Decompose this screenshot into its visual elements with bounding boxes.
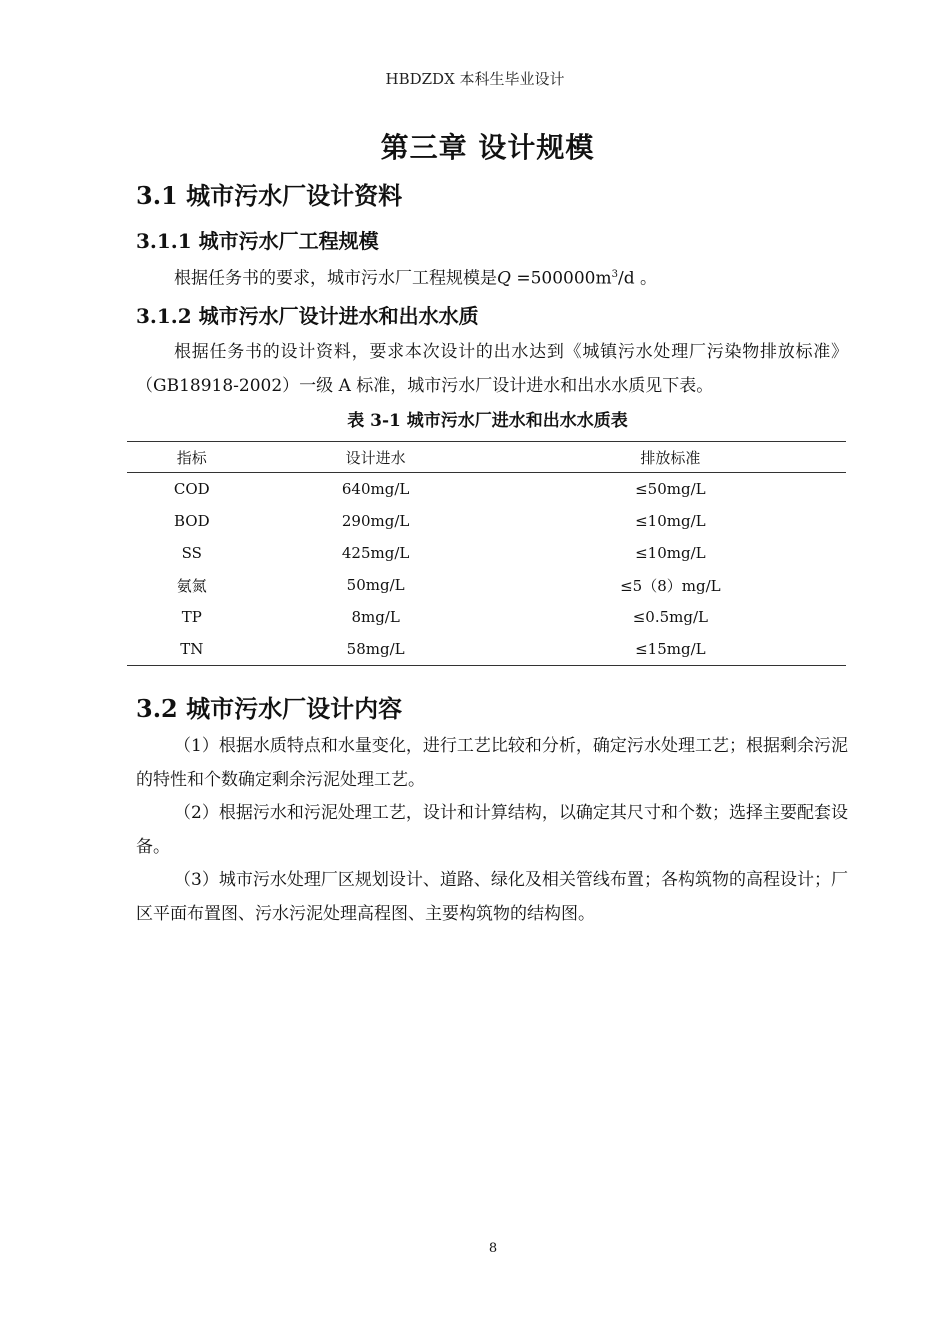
water-quality-paragraph: 根据任务书的设计资料，要求本次设计的出水达到《城镇污水处理厂污染物排放标准》（GB18918-2002）一级 A 标准，城市污水厂设计进水和出水水质见下表。 [136, 342, 848, 396]
table-row [127, 633, 846, 666]
table-cell: 50mg/L [346, 576, 405, 594]
table-cell: 290mg/L [341, 512, 410, 530]
table-header-cell: 排放标准 [495, 442, 846, 473]
section-heading-3-2: 3.2 城市污水厂设计内容 [136, 694, 403, 723]
table-row [127, 601, 846, 633]
water-quality-table [127, 441, 846, 666]
chapter-title: 第三章 设计规模 [380, 131, 595, 164]
design-item-3: （3）城市污水处理厂区规划设计、道路、绿化及相关管线布置；各构筑物的高程设计；厂区平面布置图、污水污泥处理高程图、主要构筑物的结构图。 [136, 870, 848, 924]
table-row [127, 473, 846, 506]
table-cell: ≤0.5mg/L [632, 608, 708, 626]
table-cell: ≤10mg/L [635, 512, 706, 530]
table-cell: SS [181, 544, 202, 562]
design-item-2: （2）根据污水和污泥处理工艺，设计和计算结构，以确定其尺寸和个数；选择主要配套设备。 [136, 803, 848, 857]
table-cell: TP [181, 608, 202, 626]
table-cell: 640mg/L [341, 480, 410, 498]
scale-value: =500000m [510, 268, 612, 289]
table-cell: COD [173, 480, 210, 498]
scale-superscript: 3 [611, 269, 618, 280]
table-header-cell: 指标 [127, 442, 257, 473]
scale-text: 根据任务书的要求，城市污水厂工程规模是 [174, 268, 497, 289]
table-cell: 氨氮 [176, 576, 207, 595]
table-cell: ≤5（8）mg/L [620, 576, 721, 595]
table-cell: 425mg/L [341, 544, 410, 562]
table-row [127, 569, 846, 601]
table-caption: 表 3-1 城市污水厂进水和出水水质表 [347, 411, 628, 431]
table-header-row [127, 442, 846, 473]
table-cell: 8mg/L [351, 608, 400, 626]
table-cell: ≤10mg/L [635, 544, 706, 562]
table-row [127, 505, 846, 537]
table-cell: ≤15mg/L [495, 633, 846, 666]
page-header: HBDZDX 本科生毕业设计 [385, 70, 565, 88]
table-cell: BOD [173, 512, 210, 530]
design-item-1: （1）根据水质特点和水量变化，进行工艺比较和分析，确定污水处理工艺；根据剩余污泥的特性和个数确定剩余污泥处理工艺。 [136, 736, 848, 790]
scale-unit: /d 。 [617, 268, 657, 289]
table-cell: ≤50mg/L [635, 480, 706, 498]
section-heading-3-1: 3.1 城市污水厂设计资料 [136, 181, 403, 210]
section-heading-3-1-1: 3.1.1 城市污水厂工程规模 [136, 229, 379, 253]
section-heading-3-1-2: 3.1.2 城市污水厂设计进水和出水水质 [136, 304, 479, 328]
table-cell: 58mg/L [257, 633, 495, 666]
scale-q-symbol: Q [497, 268, 511, 289]
table-cell: TN [127, 633, 257, 666]
scale-paragraph [136, 258, 848, 296]
table-row [127, 537, 846, 569]
table-header-cell: 设计进水 [257, 442, 495, 473]
page-number: 8 [488, 1241, 498, 1256]
